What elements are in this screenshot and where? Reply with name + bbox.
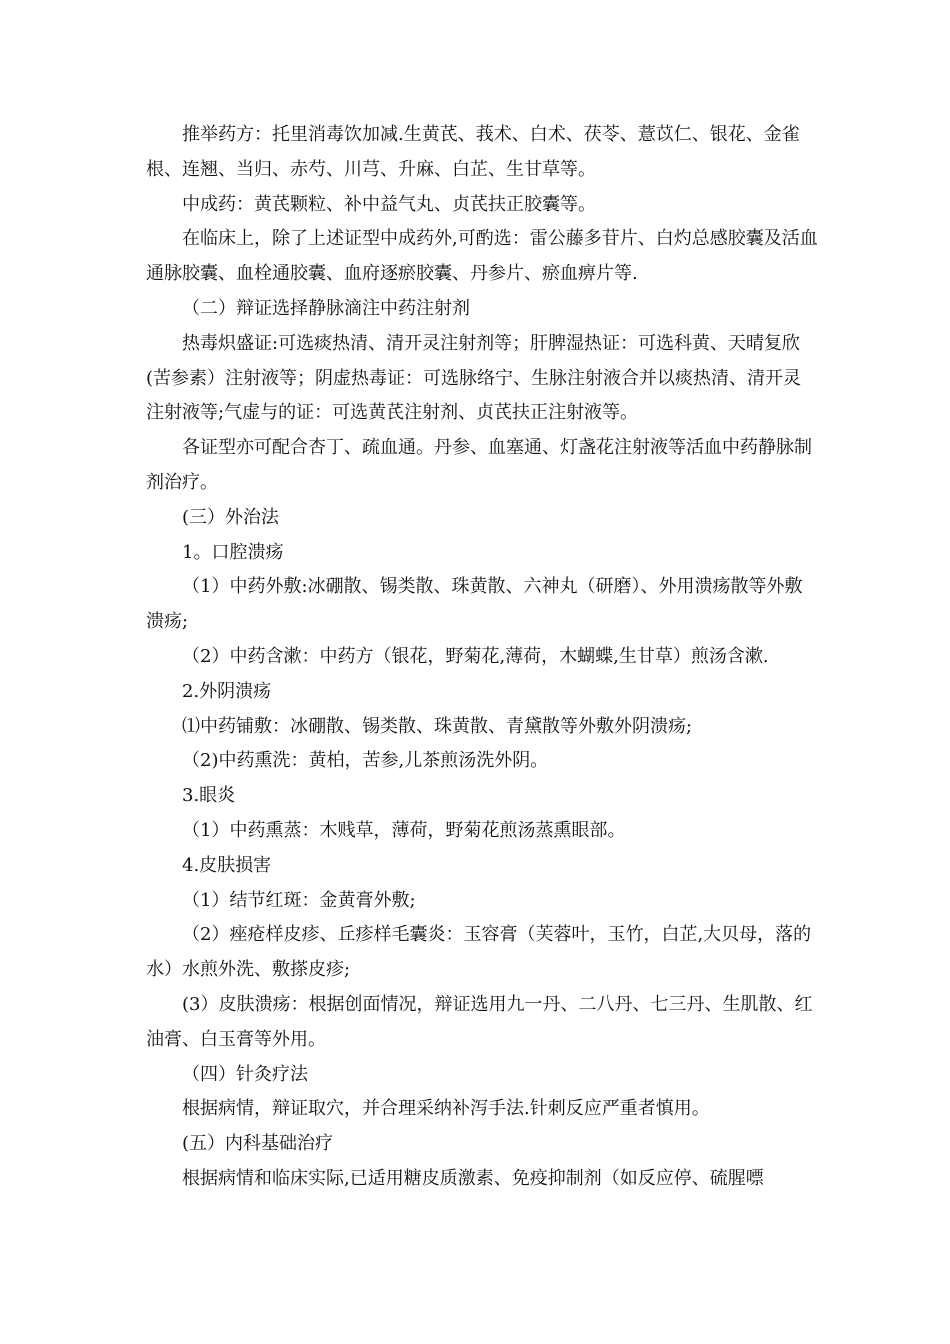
paragraph-eye-steam: （1）中药熏蒸：木贱草，薄荷，野菊花煎汤蒸熏眼部。 — [182, 819, 626, 841]
subheading-oral-ulcer: 1。口腔溃疡 — [182, 541, 284, 563]
document-body — [146, 118, 818, 1197]
subheading-skin: 4.皮肤损害 — [182, 854, 272, 876]
section-heading-external: (三）外治法 — [182, 506, 280, 528]
paragraph-internal-treatment: 根据病情和临床实际,已适用糖皮质激素、免疫抑制剂（如反应停、硫腥嘌 — [182, 1167, 764, 1189]
paragraph-genital-wash: （2)中药熏洗：黄柏，苦参,儿茶煎汤洗外阴。 — [182, 750, 549, 772]
paragraph-acupuncture: 根据病情，辩证取穴，并合理采纳补泻手法.针刺反应严重者慎用。 — [182, 1098, 710, 1120]
section-heading-injection: （二）辩证选择静脉滴注中药注射剂 — [182, 297, 470, 319]
paragraph-erythema: （1）结节红斑：金黄膏外敷; — [182, 889, 416, 911]
paragraph-prescription: 推举药方：托里消毒饮加减.生黄芪、莪术、白术、茯苓、薏苡仁、银花、金雀根、连翘、当归、赤芍、川芎、升麻、白芷、生甘草等。 — [146, 124, 800, 180]
subheading-eye: 3.眼炎 — [182, 785, 236, 807]
paragraph-blood-activating: 各证型亦可配合杏丁、疏血通。丹参、血塞通、灯盏花注射液等活血中药静脉制剂治疗。 — [146, 437, 812, 493]
section-heading-internal: (五）内科基础治疗 — [182, 1133, 334, 1155]
section-heading-acupuncture: （四）针灸疗法 — [182, 1063, 308, 1085]
paragraph-skin-ulcer: (3）皮肤溃疡：根据创面情况，辩证选用九一丹、二八丹、七三丹、生肌散、红油膏、白玉膏等外用。 — [146, 993, 813, 1050]
subheading-genital-ulcer: 2.外阴溃疡 — [182, 680, 272, 702]
paragraph-patent-medicine: 中成药：黄芪颗粒、补中益气丸、贞芪扶正胶囊等。 — [182, 193, 596, 215]
paragraph-injection-by-syndrome: 热毒炽盛证:可选痰热清、清开灵注射剂等；肝脾湿热证：可选科黄、天晴复欣(苦参素）注射液等；阴虚热毒证：可选脉络宁、生脉注射液合并以痰热清、清开灵注射液等;气虚与的证：可选黄芪注射剂、贞芪扶正注射液等。 — [146, 332, 802, 424]
paragraph-oral-external: （1）中药外敷:冰硼散、锡类散、珠黄散、六神丸（研磨）、外用溃疡散等外敷溃疡; — [146, 576, 803, 633]
paragraph-oral-gargle: （2）中药含漱：中药方（银花，野菊花,薄荷，木蝴蝶,生甘草）煎汤含漱. — [182, 645, 769, 667]
paragraph-genital-dressing: ⑴中药铺敷：冰硼散、锡类散、珠黄散、青黛散等外敷外阴溃疡; — [182, 715, 693, 737]
paragraph-clinical-options: 在临床上，除了上述证型中成药外,可酌选：雷公藤多苷片、白灼总感胶囊及活血通脉胶囊、血栓通胶囊、血府逐瘀胶囊、丹参片、瘀血痹片等. — [146, 228, 818, 285]
paragraph-acne-rash: （2）痤疮样皮疹、丘疹样毛囊炎：玉容膏（芙蓉叶，玉竹，白芷,大贝母，落的水）水煎外洗、敷搽皮疹; — [146, 924, 812, 981]
